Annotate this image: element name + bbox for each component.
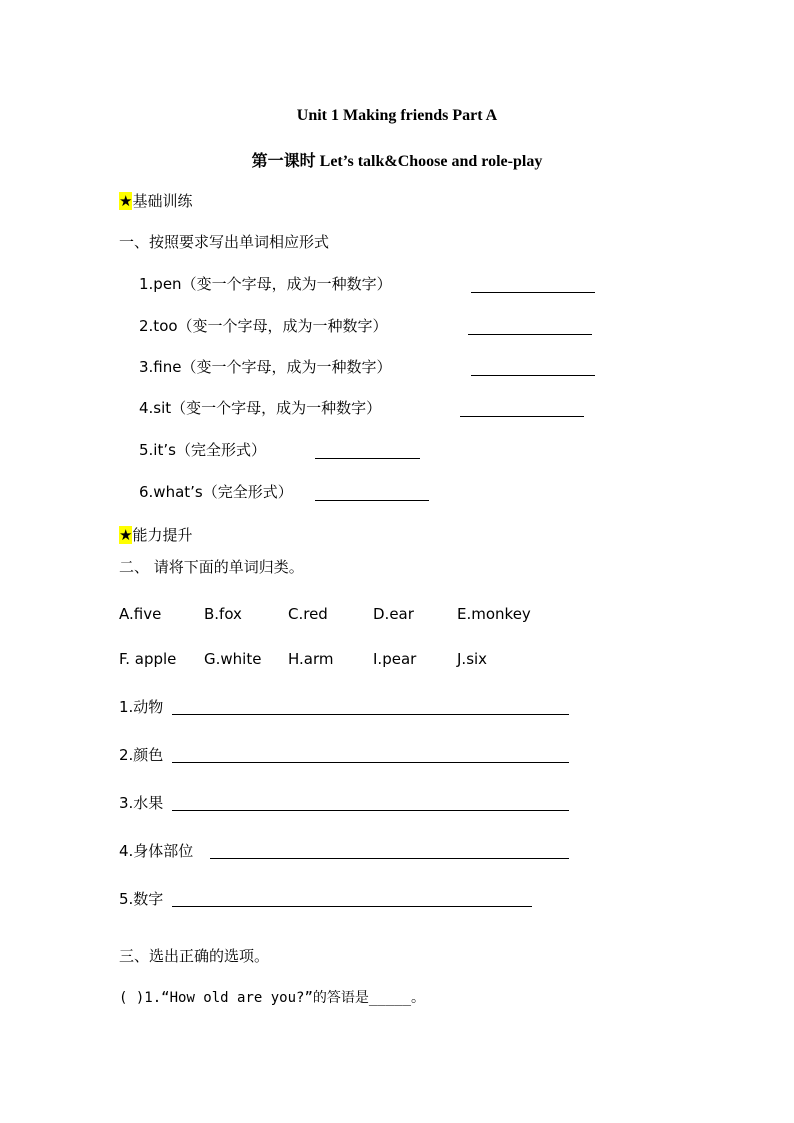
- exercise-item: 2.too（变一个字母，成为一种数字）: [139, 317, 388, 335]
- word-option: E.monkey: [457, 605, 531, 623]
- answer-blank[interactable]: [210, 858, 569, 859]
- answer-blank[interactable]: [315, 458, 420, 459]
- word-option: B.fox: [204, 605, 242, 623]
- answer-blank[interactable]: [471, 375, 595, 376]
- section2-heading: 二、 请将下面的单词归类。: [119, 558, 304, 576]
- answer-paren[interactable]: ( ): [119, 990, 145, 1006]
- answer-blank[interactable]: [468, 334, 592, 335]
- word-option: C.red: [288, 605, 328, 623]
- star-icon: ★: [119, 192, 133, 210]
- word-option: J.six: [457, 650, 488, 668]
- exercise-item: 6.what’s（完全形式）: [139, 483, 293, 501]
- section1-tag-label: 基础训练: [132, 192, 193, 210]
- word-option: H.arm: [288, 650, 334, 668]
- category-label: 3.水果: [119, 794, 164, 812]
- answer-blank[interactable]: [172, 714, 569, 715]
- question-1: [119, 988, 425, 1008]
- category-label: 4.身体部位: [119, 842, 194, 860]
- question-1-text: 1.“How old are you?”的答语是_____。: [144, 990, 426, 1006]
- exercise-item: 5.it’s（完全形式）: [139, 441, 266, 459]
- answer-blank[interactable]: [172, 906, 532, 907]
- section2-tag: [119, 525, 192, 545]
- section1-heading: 一、按照要求写出单词相应形式: [119, 233, 330, 251]
- category-label: 2.颜色: [119, 746, 164, 764]
- word-option: G.white: [204, 650, 262, 668]
- answer-blank[interactable]: [172, 810, 569, 811]
- page-title: Unit 1 Making friends Part A: [296, 107, 498, 124]
- answer-blank[interactable]: [315, 500, 429, 501]
- category-label: 1.动物: [119, 698, 164, 716]
- page-subtitle: 第一课时 Let’s talk&Choose and role-play: [251, 153, 543, 170]
- star-icon: ★: [119, 526, 133, 544]
- word-option: D.ear: [373, 605, 414, 623]
- word-option: F. apple: [119, 650, 177, 668]
- answer-blank[interactable]: [471, 292, 595, 293]
- exercise-item: 1.pen（变一个字母，成为一种数字）: [139, 275, 392, 293]
- word-option: A.five: [119, 605, 162, 623]
- section3-heading: 三、选出正确的选项。: [119, 947, 270, 965]
- category-label: 5.数字: [119, 890, 164, 908]
- exercise-item: 3.fine（变一个字母，成为一种数字）: [139, 358, 392, 376]
- exercise-item: 4.sit（变一个字母，成为一种数字）: [139, 399, 382, 417]
- answer-blank[interactable]: [460, 416, 584, 417]
- answer-blank[interactable]: [172, 762, 569, 763]
- word-option: I.pear: [373, 650, 417, 668]
- section1-tag: [119, 191, 192, 211]
- section2-tag-label: 能力提升: [132, 526, 193, 544]
